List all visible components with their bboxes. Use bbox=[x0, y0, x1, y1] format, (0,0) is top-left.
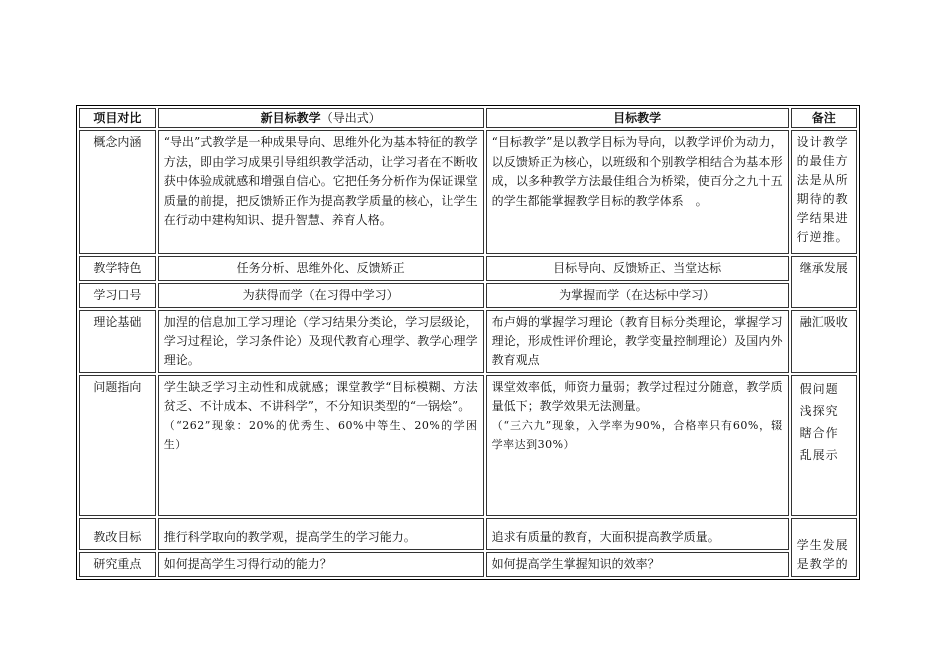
header-row bbox=[79, 108, 857, 128]
row-problem bbox=[79, 375, 857, 516]
cell-concept-new bbox=[158, 130, 484, 254]
header-item: 项目对比 bbox=[79, 108, 156, 128]
cell-features-slogan-note: 继承发展 bbox=[791, 256, 857, 308]
row-goal bbox=[79, 518, 857, 550]
cell-goal-new: 推行科学取向的教学观，提高学生的学习能力。 bbox=[158, 518, 484, 550]
cell-problem-note: 假问题浅探究瞎合作乱展示 bbox=[791, 375, 857, 516]
row-label-focus: 研究重点 bbox=[79, 552, 156, 577]
row-label-theory: 理论基础 bbox=[79, 310, 156, 373]
header-new-sub: （导出式） bbox=[320, 111, 381, 125]
row-label-problem: 问题指向 bbox=[79, 375, 156, 516]
problem-target-text: 课堂效率低，师资力量弱；教学过程过分随意，教学质量低下；教学效果无法测量。 bbox=[491, 380, 783, 413]
cell-theory-target bbox=[486, 310, 789, 373]
row-theory bbox=[79, 310, 857, 373]
cell-theory-new bbox=[158, 310, 484, 373]
header-new-main: 新目标教学 bbox=[260, 111, 321, 125]
row-label-slogan: 学习口号 bbox=[79, 283, 156, 308]
cell-concept-note: 设计教学的最佳方法是从所期待的教学结果进行逆推。 bbox=[791, 130, 857, 254]
cell-goal-focus-note: 学生发展是教学的 bbox=[791, 518, 857, 577]
row-slogan bbox=[79, 283, 857, 308]
concept-new-text: “导出”式教学是一种成果导向、思维外化为基本特征的教学方法，即由学习成果引导组织教学活动，让学习者在不断收获中体验成就感和增强自信心。它把任务分析作为保证课堂质量的前提，把反馈矫正作为提高教学质量的核心，让学生在行动中建构知识、提升智慧、养育人格。 bbox=[163, 135, 478, 227]
row-label-concept: 概念内涵 bbox=[79, 130, 156, 254]
row-focus bbox=[79, 552, 857, 577]
problem-new-text: 学生缺乏学习主动性和成就感；课堂教学“目标模糊、方法贫乏、不计成本、不讲科学”，不分知识类型的“一锅烩”。 bbox=[163, 380, 478, 413]
concept-target-text: “目标教学”是以教学目标为导向，以教学评价为动力，以反馈矫正为核心，以班级和个别教学相结合为基本形成，以多种教学方法最佳组合为桥梁，使百分之九十五的学生都能掌握教学目标的教学体系 。 bbox=[491, 135, 783, 208]
cell-focus-new: 如何提高学生习得行动的能力？ bbox=[158, 552, 484, 577]
row-label-features: 教学特色 bbox=[79, 256, 156, 281]
cell-features-new: 任务分析、思维外化、反馈矫正 bbox=[158, 256, 484, 281]
cell-features-target: 目标导向、反馈矫正、当堂达标 bbox=[486, 256, 789, 281]
cell-concept-target bbox=[486, 130, 789, 254]
cell-problem-new bbox=[158, 375, 484, 516]
cell-slogan-target: 为掌握而学（在达标中学习） bbox=[486, 283, 789, 308]
cell-theory-note: 融汇吸收 bbox=[791, 310, 857, 373]
cell-slogan-new: 为获得而学（在习得中学习） bbox=[158, 283, 484, 308]
problem-new-extra: （“262”现象：20%的优秀生、60%中等生、20%的学困生） bbox=[163, 419, 478, 451]
row-features bbox=[79, 256, 857, 281]
comparison-table bbox=[76, 105, 860, 580]
theory-new-text: 加涅的信息加工学习理论（学习结果分类论，学习层级论，学习过程论，学习条件论）及现代教育心理学、教学心理学理论。 bbox=[163, 315, 478, 367]
cell-problem-target bbox=[486, 375, 789, 516]
cell-goal-target: 追求有质量的教育，大面积提高教学质量。 bbox=[486, 518, 789, 550]
cell-focus-target: 如何提高学生掌握知识的效率？ bbox=[486, 552, 789, 577]
header-note: 备注 bbox=[791, 108, 857, 128]
header-new-target-teaching bbox=[158, 108, 484, 128]
row-label-goal: 教改目标 bbox=[79, 518, 156, 550]
theory-target-text: 布卢姆的掌握学习理论（教育目标分类理论，掌握学习理论，形成性评价理论，教学变量控制理论）及国内外教育观点 bbox=[491, 315, 783, 367]
header-target-teaching: 目标教学 bbox=[486, 108, 789, 128]
row-concept bbox=[79, 130, 857, 254]
problem-target-extra: （“三六九”现象，入学率为90%，合格率只有60%，辍学率达到30%） bbox=[491, 419, 783, 451]
